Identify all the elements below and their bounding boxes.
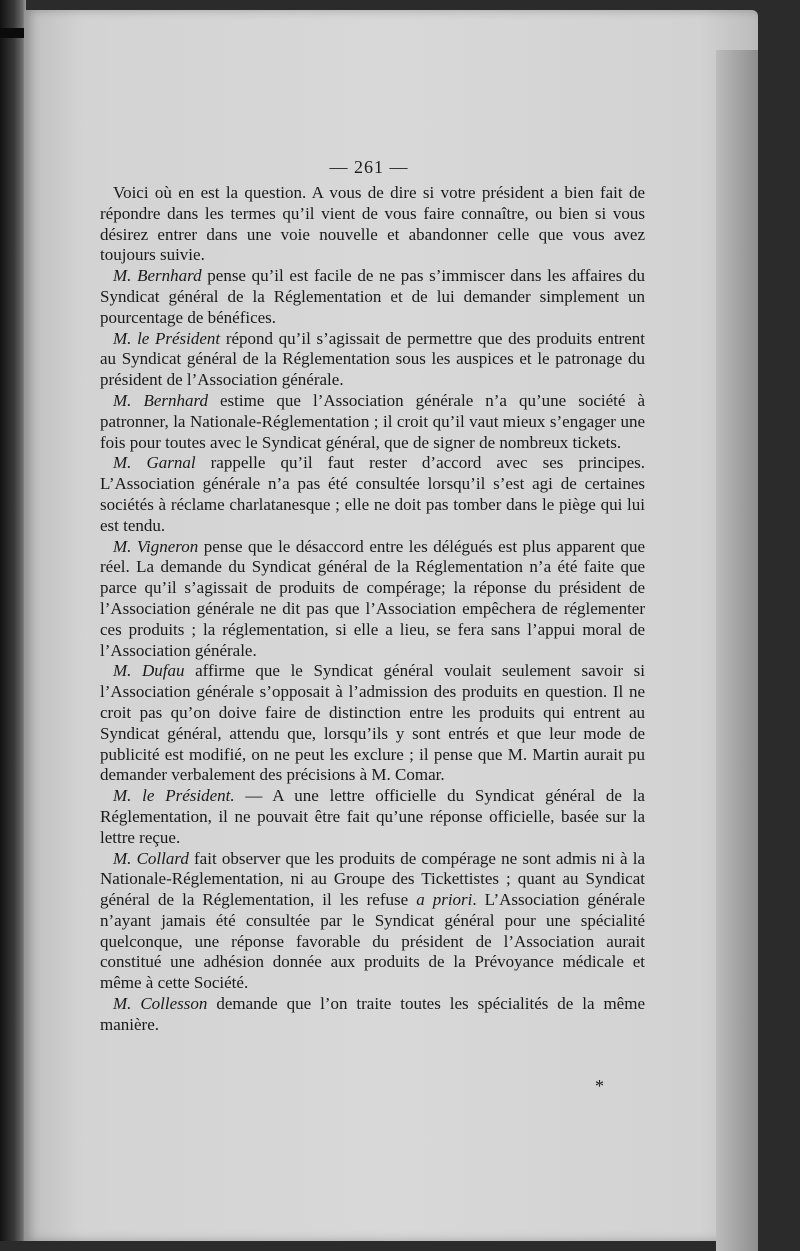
paragraph-text: pense que le désaccord entre les délégués est plus apparent que réel. La demande du Syndicat général de la Réglementation n’a été faite que parce qu’il s’agissait de produits de compérage; la réponse du président de l’Association générale ne dit pas que l’Association empêchera de réglementer ces produits ; la réglementation, si elle a lieu, se fera sans l’appui moral de l’Association générale.: [100, 536, 645, 660]
paragraph-text: demande que l’on traite toutes les spécialités de la même manière.: [100, 994, 645, 1034]
paragraph-text: estime que l’Association générale n’a qu’une société à patronner, la Nationale-Réglementation ; il croit qu’il vaut mieux s’engager une fois pour toutes avec le Syndicat général, que de signer de nombreux tickets.: [100, 390, 646, 452]
paragraph-text: fait observer que les produits de compérage ne sont admis ni à la Nationale-Réglementation, ni au Groupe des Tickettistes ; quant au Syndicat général de la Réglementation, il les refuse: [100, 848, 645, 910]
paragraph-garnal: [100, 453, 645, 536]
speaker-name: M. Vigneron: [113, 536, 199, 556]
speaker-name: M. Garnal: [113, 453, 196, 473]
speaker-name: M. Bernhard: [113, 390, 208, 410]
book-spine: [0, 0, 26, 1241]
paragraph-text: Voici où en est la question. A vous de dire si votre président a bien fait de répondre dans les termes qu’il vient de vous faire connaître, ou bien si vous désirez entrer dans une voie nouvelle et abandonner celle que vous avez toujours suivie.: [100, 183, 645, 265]
paragraph-president-2: [100, 786, 645, 848]
book-page: [24, 10, 758, 1241]
speaker-name: M. le Président.: [113, 786, 235, 806]
minutes-text: [100, 183, 645, 1036]
paragraph-text: répond qu’il s’agissait de permettre que des produits entrent au Syndicat général de la Réglementation sous les auspices et le patronage du président de l’Association générale.: [100, 328, 645, 390]
emphasis-text: a priori: [416, 890, 473, 910]
speaker-name: M. Collard: [113, 848, 189, 868]
paragraph-text-after: . L’Association générale n’ayant jamais été consultée par le Syndicat général pour une spécialité quelconque, une réponse favorable du président de l’Association aurait constitué une adhésion donnée aux produits de la Prévoyance médicale et même à cette Société.: [100, 890, 645, 993]
paragraph-president-1: [100, 329, 645, 391]
section-ornament: *: [595, 1076, 604, 1096]
speaker-name: M. Bernhard: [113, 266, 202, 286]
spine-mark: [0, 28, 26, 38]
paragraph-collard: [100, 849, 645, 995]
speaker-name: M. Collesson: [113, 994, 208, 1014]
page-number: — 261 —: [329, 157, 409, 177]
paragraph-collesson: [100, 994, 645, 1036]
paragraph-text: — A une lettre officielle du Syndicat général de la Réglementation, il ne pouvait être fait qu’une réponse officielle, basée sur la lettre reçue.: [100, 786, 645, 847]
paragraph-bernhard-2: [100, 391, 645, 453]
paragraph-intro: [100, 183, 645, 266]
speaker-name: M. le Président: [113, 328, 221, 348]
paragraph-dufau: [100, 661, 645, 786]
paragraph-vigneron: [100, 537, 645, 662]
paragraph-bernhard-1: [100, 266, 645, 328]
paragraph-text: rappelle qu’il faut rester d’accord avec ses principes. L’Association générale n’a pas été consultée lorsqu’il s’est agi de certaines sociétés à réclame charlatanesque ; elle ne doit pas tomber dans le piège qui lui est tendu.: [100, 453, 646, 535]
speaker-name: M. Dufau: [113, 661, 185, 681]
page-edge: [716, 50, 758, 1251]
paragraph-text: pense qu’il est facile de ne pas s’immiscer dans les affaires du Syndicat général de la Réglementation et de lui demander simplement un pourcentage de bénéfices.: [100, 266, 645, 327]
paragraph-text: affirme que le Syndicat général voulait seulement savoir si l’Association générale s’opposait à l’admission des produits en question. Il ne croit pas qu’on doive faire de distinction entre les produits qui entrent au Syndicat général, attendu que, lorsqu’ils y sont entrés et que leur mode de publicité est modifié, on ne peut les exclure ; il pense que M. Martin aurait pu demander verbalement des précisions à M. Comar.: [100, 661, 645, 785]
